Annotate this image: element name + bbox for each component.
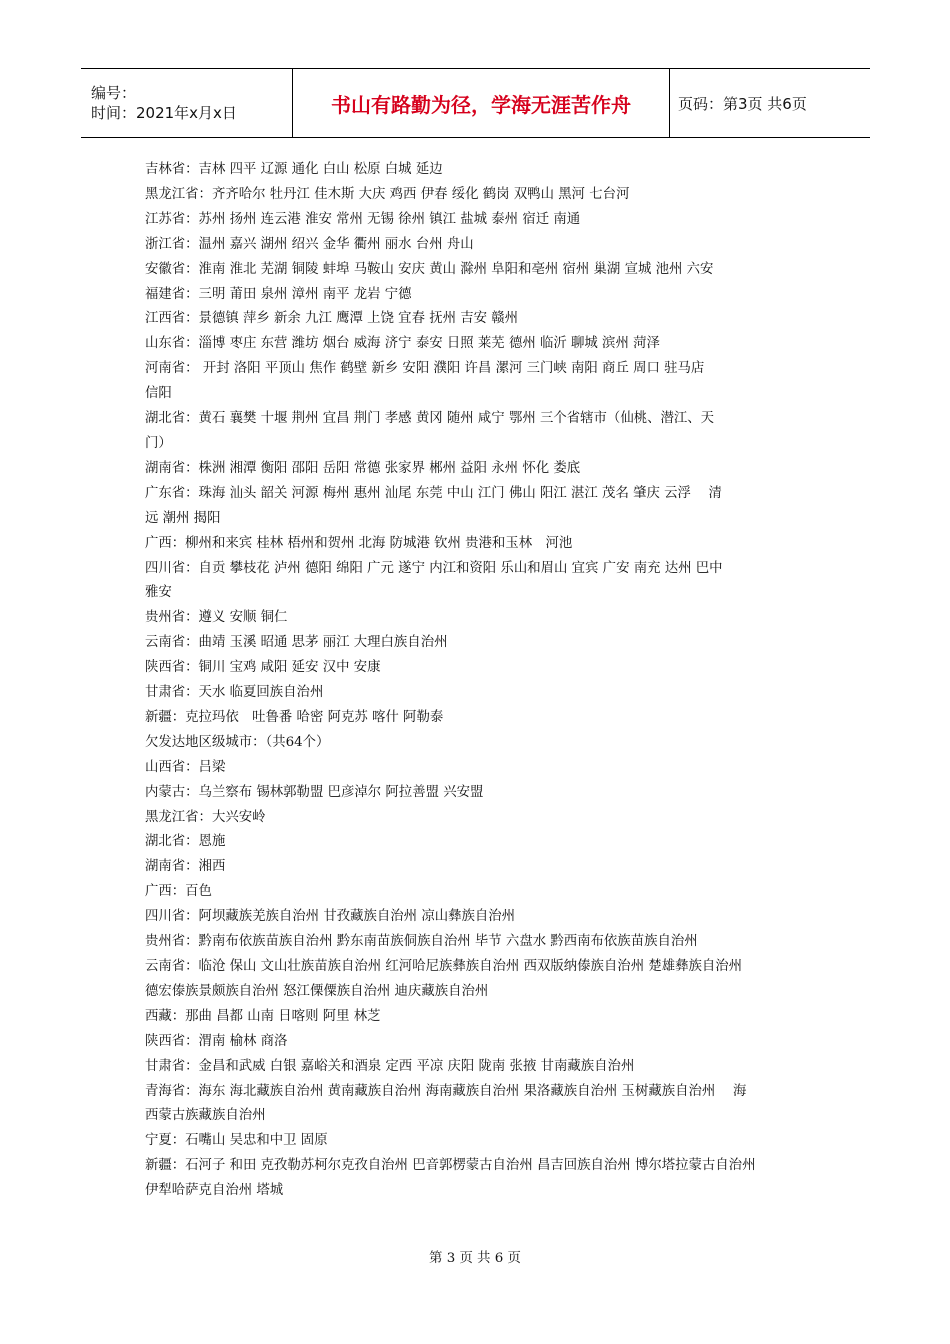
text-line: 安徽省：淮南 淮北 芜湖 铜陵 蚌埠 马鞍山 安庆 黄山 滁州 阜阳和亳州 宿州 巢湖 宣城 池州 六安	[145, 261, 714, 277]
text-line: 伊犁哈萨克自治州 塔城	[145, 1183, 284, 1199]
text-line: 湖南省：株洲 湘潭 衡阳 邵阳 岳阳 常德 张家界 郴州 益阳 永州 怀化 娄底	[145, 460, 581, 476]
text-line: 江西省：景德镇 萍乡 新余 九江 鹰潭 上饶 宜春 抚州 吉安 赣州	[145, 311, 519, 327]
text-line: 江苏省：苏州 扬州 连云港 淮安 常州 无锡 徐州 镇江 盐城 泰州 宿迁 南通	[145, 211, 581, 227]
text-line: 河南省： 开封 洛阳 平顶山 焦作 鹤壁 新乡 安阳 濮阳 许昌 漯河 三门峡 南阳 商丘 周口 驻马店	[145, 361, 705, 377]
text-line: 甘肃省：天水 临夏回族自治州	[145, 685, 324, 701]
text-line: 四川省：自贡 攀枝花 泸州 德阳 绵阳 广元 遂宁 内江和资阳 乐山和眉山 宜宾 广安 南充 达州 巴中	[145, 560, 723, 576]
text-line: 黑龙江省：齐齐哈尔 牡丹江 佳木斯 大庆 鸡西 伊春 绥化 鹤岗 双鸭山 黑河 七台河	[145, 186, 630, 202]
text-line: 云南省：临沧 保山 文山壮族苗族自治州 红河哈尼族彝族自治州 西双版纳傣族自治州 楚雄彝族自治州	[145, 959, 743, 974]
text-line: 广西：柳州和来宾 桂林 梧州和贺州 北海 防城港 钦州 贵港和玉林 河池	[145, 535, 573, 551]
text-line: 云南省：曲靖 玉溪 昭通 思茅 丽江 大理白族自治州	[145, 635, 448, 651]
text-line: 内蒙古：乌兰察布 锡林郭勒盟 巴彦淖尔 阿拉善盟 兴安盟	[145, 784, 484, 800]
text-line: 西藏：那曲 昌都 山南 日喀则 阿里 林芝	[145, 1008, 381, 1024]
text-line: 湖南省：湘西	[145, 859, 226, 875]
text-line: 雅安	[145, 585, 172, 601]
text-line: 广西：百色	[145, 884, 212, 900]
text-line: 福建省：三明 莆田 泉州 漳州 南平 龙岩 宁德	[145, 286, 412, 302]
text-line: 信阳	[145, 386, 172, 402]
text-line: 贵州省：遵义 安顺 铜仁	[145, 610, 288, 626]
document-body	[145, 158, 810, 1204]
header-motto	[293, 69, 670, 137]
text-line: 青海省：海东 海北藏族自治州 黄南藏族自治州 海南藏族自治州 果洛藏族自治州 玉树藏族自治州 海	[145, 1083, 747, 1099]
page-footer: 第 3 页 共 6 页	[429, 1251, 521, 1266]
doc-number-label: 编号：	[91, 84, 137, 102]
text-line: 山西省：吕梁	[145, 759, 226, 775]
text-line: 四川省：阿坝藏族羌族自治州 甘孜藏族自治州 凉山彝族自治州	[145, 909, 516, 925]
text-line: 黑龙江省：大兴安岭	[145, 809, 266, 825]
text-line: 陕西省：渭南 榆林 商洛	[145, 1033, 288, 1049]
text-line: 浙江省：温州 嘉兴 湖州 绍兴 金华 衢州 丽水 台州 舟山	[145, 236, 474, 252]
page-header	[81, 68, 870, 138]
text-line: 湖北省：黄石 襄樊 十堰 荆州 宜昌 荆门 孝感 黄冈 随州 咸宁 鄂州 三个省辖市（仙桃、潜江、天	[145, 411, 715, 427]
text-line: 德宏傣族景颇族自治州 怒江傈僳族自治州 迪庆藏族自治州	[145, 983, 489, 999]
header-meta	[81, 69, 293, 137]
text-line: 门）	[145, 435, 172, 451]
doc-time-label: 时间：2021年x月x日	[91, 104, 237, 122]
text-line: 山东省：淄博 枣庄 东营 潍坊 烟台 威海 济宁 泰安 日照 莱芜 德州 临沂 聊城 滨州 菏泽	[145, 336, 660, 352]
text-line: 新疆：克拉玛依 吐鲁番 哈密 阿克苏 喀什 阿勒泰	[145, 709, 444, 725]
text-line: 远 潮州 揭阳	[145, 510, 221, 526]
text-line: 广东省：珠海 汕头 韶关 河源 梅州 惠州 汕尾 东莞 中山 江门 佛山 阳江 湛江 茂名 肇庆 云浮 清	[145, 485, 722, 501]
text-line: 湖北省：恩施	[145, 834, 226, 850]
text-line: 陕西省：铜川 宝鸡 咸阳 延安 汉中 安康	[145, 660, 381, 676]
text-line: 贵州省：黔南布依族苗族自治州 黔东南苗族侗族自治州 毕节 六盘水 黔西南布依族苗族自治州	[145, 934, 698, 950]
page-number-label: 页码：第3页 共6页	[678, 94, 807, 113]
text-line: 吉林省：吉林 四平 辽源 通化 白山 松原 白城 延边	[145, 162, 443, 177]
text-line: 宁夏：石嘴山 吴忠和中卫 固原	[145, 1133, 328, 1149]
header-page	[670, 69, 870, 137]
text-line: 新疆：石河子 和田 克孜勒苏柯尔克孜自治州 巴音郭楞蒙古自治州 昌吉回族自治州 博尔塔拉蒙古自治州	[145, 1158, 756, 1174]
text-line: 欠发达地区级城市：（共64个）	[145, 734, 330, 750]
text-line: 西蒙古族藏族自治州	[145, 1108, 266, 1124]
motto-text: 书山有路勤为径，学海无涯苦作舟	[331, 92, 631, 117]
text-line: 甘肃省：金昌和武威 白银 嘉峪关和酒泉 定西 平凉 庆阳 陇南 张掖 甘南藏族自治州	[145, 1058, 635, 1074]
